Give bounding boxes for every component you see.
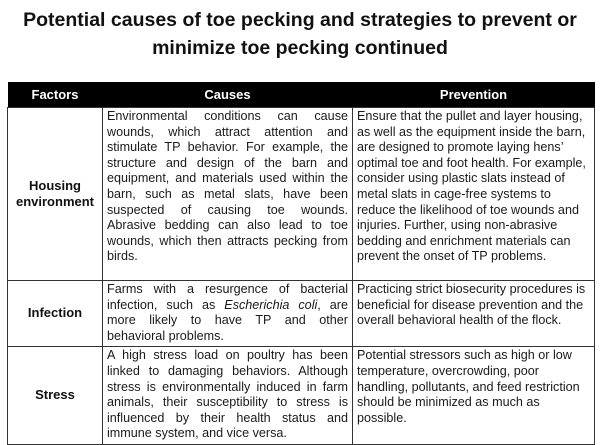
table-row-stress xyxy=(8,347,595,445)
page-title-line-1: Potential causes of toe pecking and strategies to prevent or xyxy=(23,9,577,31)
prevention-cell: Potential stressors such as high or low temperature, overcrowding, poor handling, pollutants, and feed restriction should be minimized as much as possible. xyxy=(353,347,595,445)
table-row-infection xyxy=(8,281,595,347)
table-row-housing-environment xyxy=(8,108,595,281)
causes-cell xyxy=(103,281,353,347)
page-title-line-2: minimize toe pecking continued xyxy=(152,37,448,59)
page-title xyxy=(0,6,600,62)
prevention-cell: Practicing strict biosecurity procedures is beneficial for disease prevention and the overall behavioral health of the flock. xyxy=(353,281,595,347)
causes-text-after: , are more likely to have TP and other behavioral problems. xyxy=(107,297,348,343)
header-causes: Causes xyxy=(103,82,353,108)
factor-cell: Stress xyxy=(8,347,103,445)
header-factors: Factors xyxy=(8,82,103,108)
prevention-cell: Ensure that the pullet and layer housing, as well as the equipment inside the barn, are designed to promote laying hens’ optimal toe and foot health. For example, consider using plastic slats instead of metal slats in cage-free systems to reduce the likelihood of toe wounds and injuries. Further, using non-abrasive bedding and enrichment materials can prevent the onset of TP problems. xyxy=(353,108,595,281)
factor-cell: Infection xyxy=(8,281,103,347)
causes-cell: A high stress load on poultry has been linked to damaging behaviors. Although stress is environmentally induced in farm animals, their susceptibility to stress is influenced by their health status and immune system, and vice versa. xyxy=(103,347,353,445)
toe-pecking-table xyxy=(7,82,595,445)
causes-text-italic: Escherichia coli xyxy=(224,297,318,312)
table-header-row xyxy=(8,82,595,108)
causes-text-before: Farms with a resurgence of bacterial infection, such as xyxy=(107,282,348,312)
causes-cell: Environmental conditions can cause wounds, which attract attention and stimulate TP behavior. For example, the structure and design of the barn and equipment, and materials used within the barn, such as metal slats, have been suspected of causing toe wounds. Abrasive bedding can also lead to toe wounds, which then attracts pecking from birds. xyxy=(103,108,353,281)
factor-cell xyxy=(8,108,103,281)
factor-label: Housing environment xyxy=(15,177,94,209)
header-prevention: Prevention xyxy=(353,82,595,108)
